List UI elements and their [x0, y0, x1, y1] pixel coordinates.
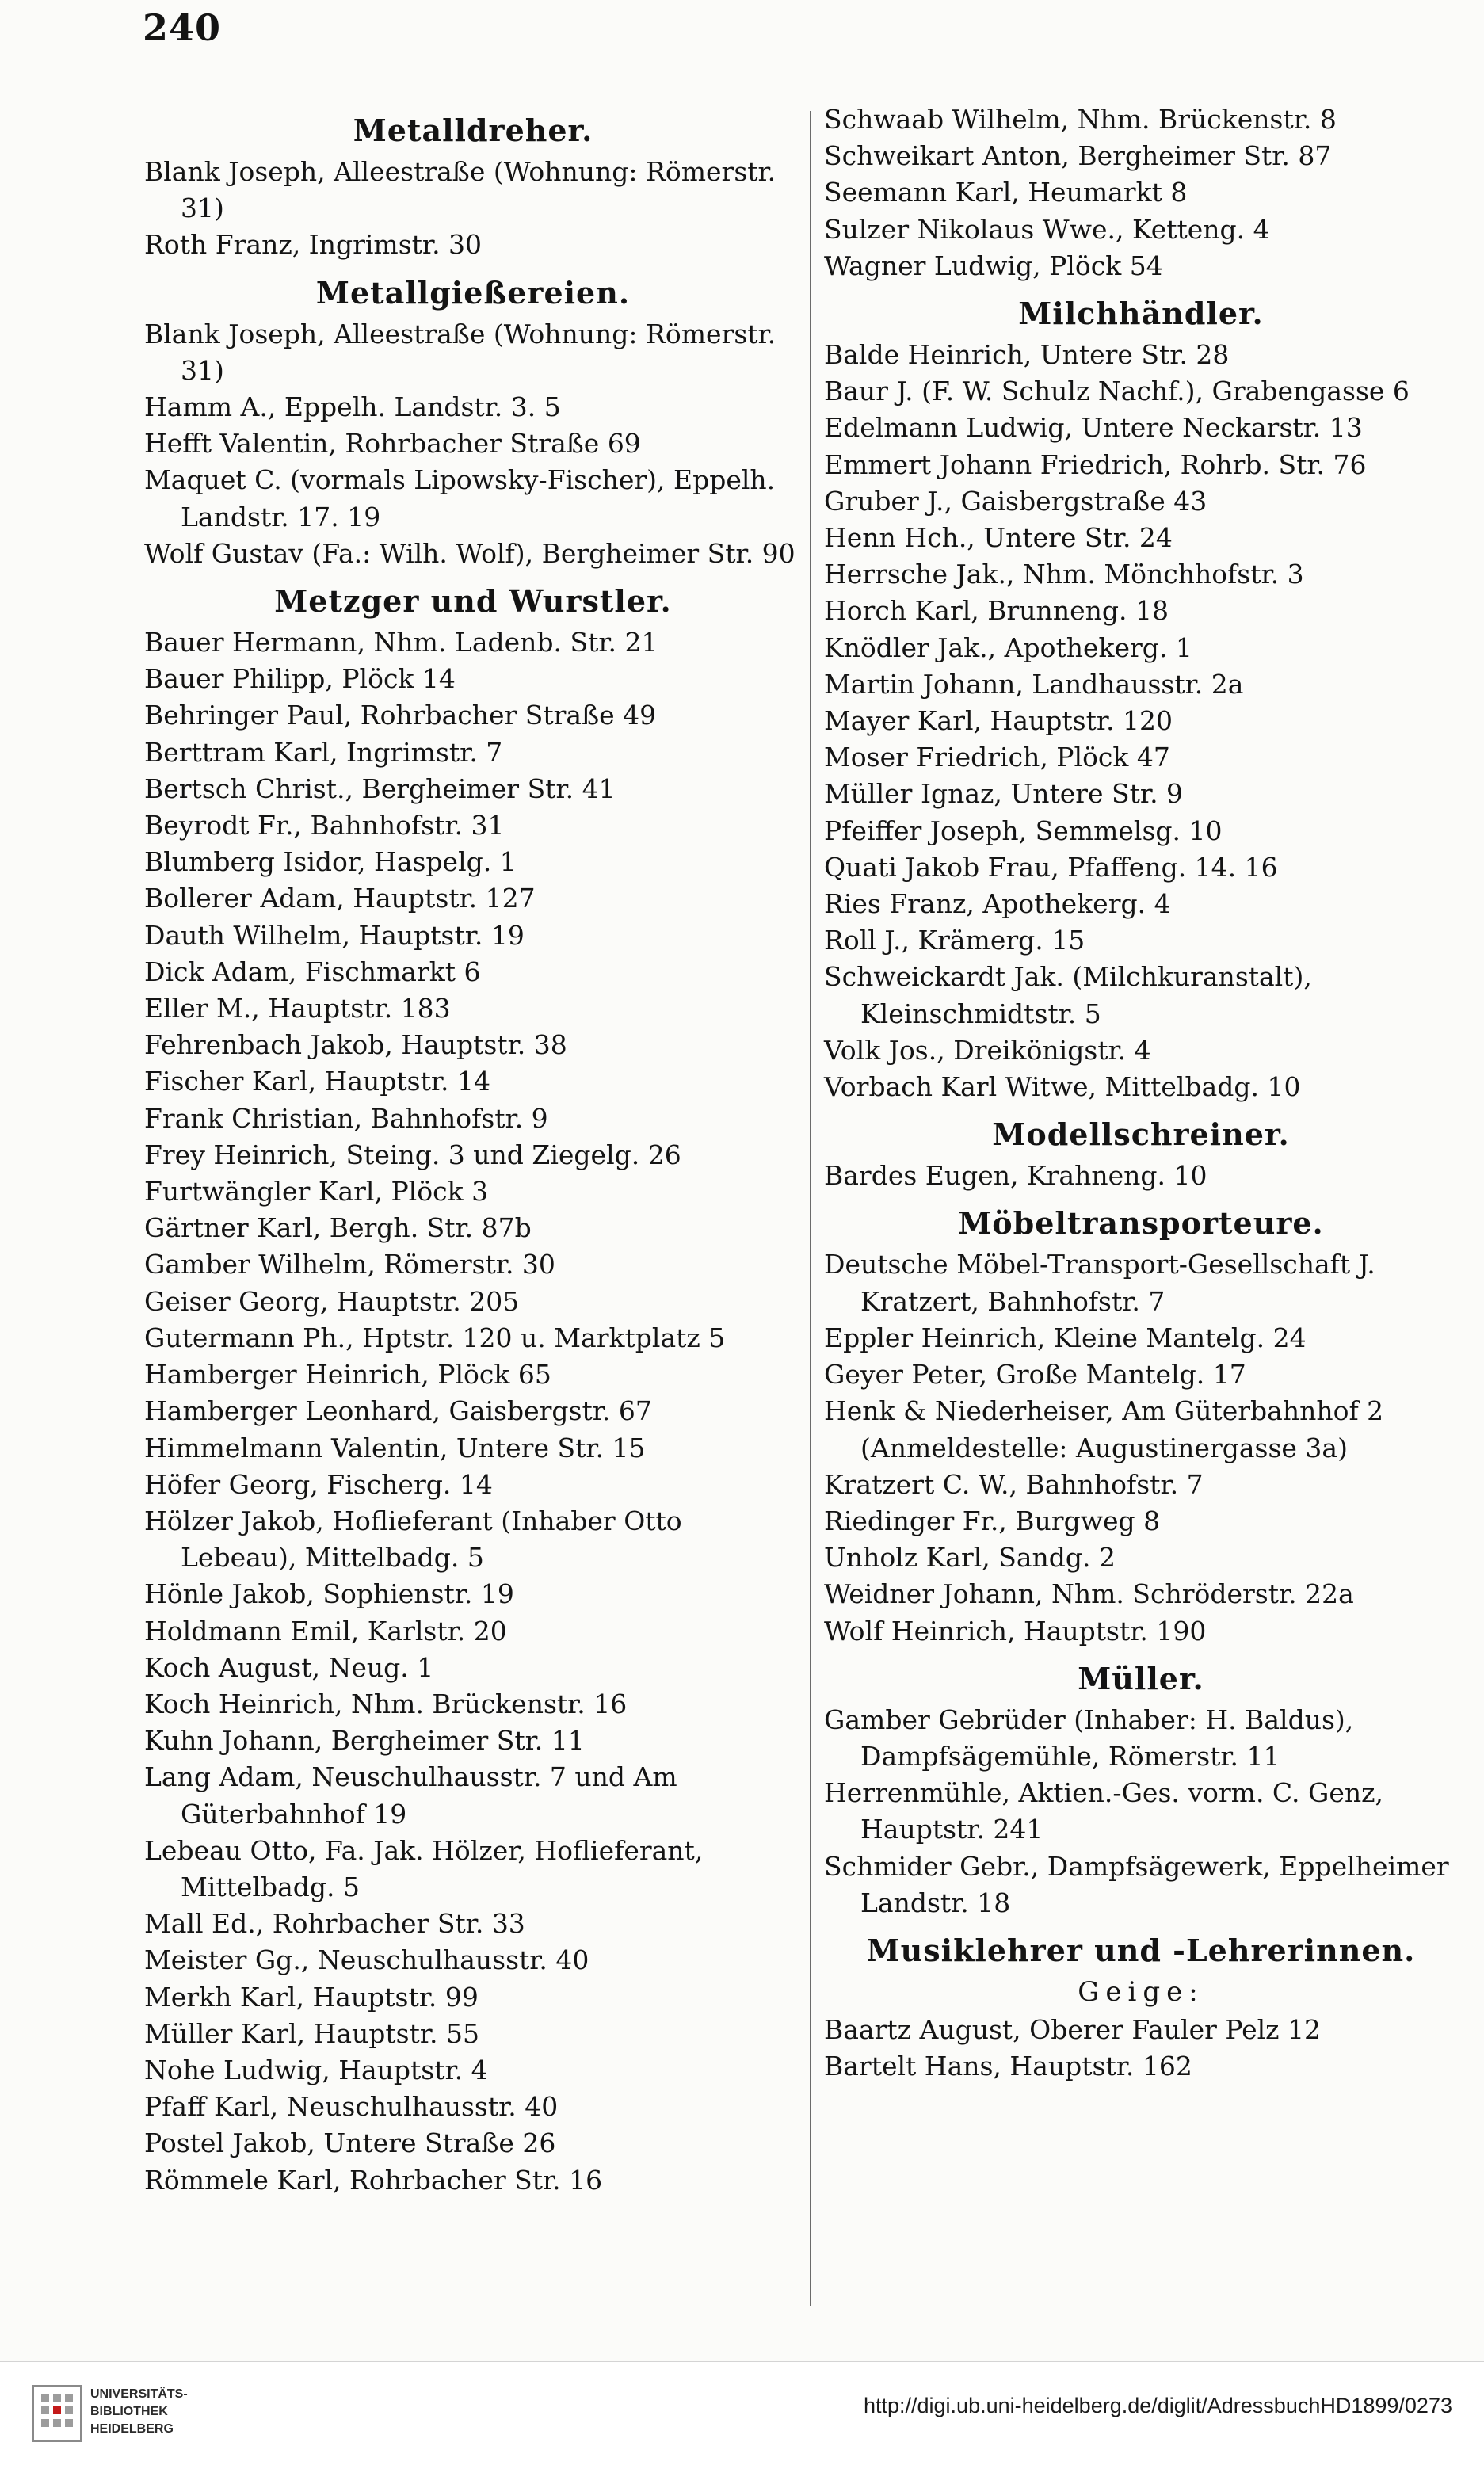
directory-entry: Baur J. (F. W. Schulz Nachf.), Grabengasse 6	[824, 376, 1410, 407]
directory-entry: Mayer Karl, Hauptstr. 120	[824, 705, 1173, 737]
directory-entry: Frank Christian, Bahnhofstr. 9	[144, 1102, 548, 1134]
directory-section	[144, 582, 802, 2199]
directory-entry: Dauth Wilhelm, Hauptstr. 19	[144, 919, 525, 951]
directory-entry: Riedinger Fr., Burgweg 8	[824, 1505, 1161, 1536]
directory-entry: Wolf Heinrich, Hauptstr. 190	[824, 1615, 1207, 1647]
directory-entry: Müller Karl, Hauptstr. 55	[144, 2017, 479, 2049]
directory-entry: Pfeiffer Joseph, Semmelsg. 10	[824, 815, 1223, 846]
directory-entry: Herrenmühle, Aktien.-Ges. vorm. C. Genz, Hauptstr. 241	[824, 1777, 1384, 1845]
directory-entry: Roth Franz, Ingrimstr. 30	[144, 229, 483, 261]
directory-entry: Bartelt Hans, Hauptstr. 162	[824, 2051, 1192, 2082]
logo-text	[90, 2386, 188, 2438]
directory-entry: Hamberger Leonhard, Gaisbergstr. 67	[144, 1395, 652, 1427]
directory-entry: Bardes Eugen, Krahneng. 10	[824, 1160, 1207, 1192]
directory-entry: Hamberger Heinrich, Plöck 65	[144, 1359, 551, 1391]
section-heading: Metzger und Wurstler.	[274, 583, 672, 620]
section-heading: Metallgießereien.	[315, 274, 631, 311]
directory-entry: Meister Gg., Neuschulhausstr. 40	[144, 1944, 589, 1976]
directory-entry: Bollerer Adam, Hauptstr. 127	[144, 883, 536, 914]
directory-section	[824, 294, 1458, 1105]
directory-section	[824, 1115, 1458, 1194]
section-heading: Metalldreher.	[353, 113, 593, 148]
directory-entry: Vorbach Karl Witwe, Mittelbadg. 10	[824, 1071, 1301, 1103]
directory-entry: Blank Joseph, Alleestraße (Wohnung: Römerstr. 31)	[144, 156, 776, 224]
directory-entry: Gamber Gebrüder (Inhaber: H. Baldus), Dampfsägemühle, Römerstr. 11	[824, 1704, 1354, 1772]
right-column	[824, 101, 1458, 2085]
directory-entry: Fehrenbach Jakob, Hauptstr. 38	[144, 1029, 567, 1061]
directory-entry: Geiser Georg, Hauptstr. 205	[144, 1285, 520, 1317]
library-seal-icon	[32, 2384, 82, 2443]
directory-entry: Behringer Paul, Rohrbacher Straße 49	[144, 700, 657, 731]
directory-entry: Geyer Peter, Große Mantelg. 17	[824, 1359, 1246, 1391]
directory-entry: Koch August, Neug. 1	[144, 1651, 434, 1683]
directory-entry: Schweikart Anton, Bergheimer Str. 87	[824, 140, 1332, 172]
directory-entry: Hölzer Jakob, Hoflieferant (Inhaber Otto Lebeau), Mittelbadg. 5	[144, 1505, 682, 1574]
directory-entry: Schweickardt Jak. (Milchkuranstalt), Kleinschmidtstr. 5	[824, 961, 1312, 1029]
directory-entry: Weidner Johann, Nhm. Schröderstr. 22a	[824, 1578, 1354, 1610]
directory-entry: Ries Franz, Apothekerg. 4	[824, 888, 1171, 920]
directory-entry: Schwaab Wilhelm, Nhm. Brückenstr. 8	[824, 104, 1337, 135]
directory-entry: Moser Friedrich, Plöck 47	[824, 742, 1170, 773]
logo-line: HEIDELBERG	[90, 2422, 174, 2436]
directory-entry: Bauer Hermann, Nhm. Ladenb. Str. 21	[144, 627, 658, 658]
directory-entry: Seemann Karl, Heumarkt 8	[824, 177, 1188, 208]
directory-entry: Hamm A., Eppelh. Landstr. 3. 5	[144, 391, 561, 423]
directory-entry: Bertsch Christ., Bergheimer Str. 41	[144, 773, 616, 804]
directory-entry: Koch Heinrich, Nhm. Brückenstr. 16	[144, 1688, 628, 1719]
directory-entry: Horch Karl, Brunneng. 18	[824, 595, 1169, 627]
directory-entry: Knödler Jak., Apothekerg. 1	[824, 632, 1192, 663]
directory-entry: Quati Jakob Frau, Pfaffeng. 14. 16	[824, 851, 1278, 883]
directory-section	[824, 101, 1458, 284]
directory-section	[144, 111, 802, 264]
directory-entry: Postel Jakob, Untere Straße 26	[144, 2127, 556, 2159]
directory-entry: Gutermann Ph., Hptstr. 120 u. Marktplatz 5	[144, 1322, 726, 1353]
directory-entry: Henn Hch., Untere Str. 24	[824, 522, 1173, 554]
directory-entry: Gärtner Karl, Bergh. Str. 87b	[144, 1212, 532, 1244]
directory-entry: Dick Adam, Fischmarkt 6	[144, 956, 481, 987]
directory-entry: Wagner Ludwig, Plöck 54	[824, 250, 1163, 281]
directory-entry: Balde Heinrich, Untere Str. 28	[824, 339, 1230, 371]
section-heading: Modellschreiner.	[992, 1116, 1290, 1153]
directory-entry: Volk Jos., Dreikönigstr. 4	[824, 1034, 1151, 1066]
directory-entry: Lebeau Otto, Fa. Jak. Hölzer, Hoflieferant, Mittelbadg. 5	[144, 1834, 704, 1902]
directory-entry: Baartz August, Oberer Fauler Pelz 12	[824, 2013, 1322, 2045]
section-heading: Milchhändler.	[1018, 296, 1264, 332]
directory-entry: Wolf Gustav (Fa.: Wilh. Wolf), Bergheimer Str. 90	[144, 537, 795, 569]
library-logo	[32, 2379, 188, 2448]
directory-entry: Eppler Heinrich, Kleine Mantelg. 24	[824, 1322, 1307, 1353]
directory-entry: Mall Ed., Rohrbacher Str. 33	[144, 1908, 525, 1940]
directory-entry: Bauer Philipp, Plöck 14	[144, 663, 456, 695]
directory-entry: Kuhn Johann, Bergheimer Str. 11	[144, 1725, 585, 1757]
directory-entry: Himmelmann Valentin, Untere Str. 15	[144, 1432, 646, 1463]
directory-entry: Furtwängler Karl, Plöck 3	[144, 1176, 489, 1208]
footer-bar	[0, 2361, 1484, 2465]
section-heading: Müller.	[1078, 1660, 1204, 1696]
section-heading: Musiklehrer und -Lehrerinnen.	[866, 1932, 1416, 1968]
directory-entry: Roll J., Krämerg. 15	[824, 925, 1085, 956]
directory-entry: Edelmann Ludwig, Untere Neckarstr. 13	[824, 412, 1363, 444]
directory-entry: Unholz Karl, Sandg. 2	[824, 1542, 1116, 1574]
directory-entry: Müller Ignaz, Untere Str. 9	[824, 778, 1184, 810]
directory-entry: Merkh Karl, Hauptstr. 99	[144, 1981, 479, 2013]
directory-entry: Henk & Niederheiser, Am Güterbahnhof 2 (Anmeldestelle: Augustinergasse 3a)	[824, 1395, 1384, 1463]
directory-section	[824, 1659, 1458, 1921]
left-column	[144, 101, 802, 2199]
source-url[interactable]: http://digi.ub.uni-heidelberg.de/diglit/AdressbuchHD1899/0273	[863, 2394, 1452, 2417]
logo-line: UNIVERSITÄTS-	[90, 2387, 188, 2401]
directory-entry: Hefft Valentin, Rohrbacher Straße 69	[144, 428, 641, 460]
directory-section	[824, 1204, 1458, 1649]
directory-entry: Blank Joseph, Alleestraße (Wohnung: Römerstr. 31)	[144, 318, 776, 386]
directory-entry: Hönle Jakob, Sophienstr. 19	[144, 1578, 514, 1610]
directory-section	[144, 273, 802, 572]
directory-entry: Gamber Wilhelm, Römerstr. 30	[144, 1249, 555, 1280]
directory-entry: Pfaff Karl, Neuschulhausstr. 40	[144, 2091, 559, 2123]
directory-entry: Blumberg Isidor, Haspelg. 1	[144, 846, 517, 878]
directory-entry: Emmert Johann Friedrich, Rohrb. Str. 76	[824, 448, 1367, 480]
directory-entry: Schmider Gebr., Dampfsägewerk, Eppelheimer Landstr. 18	[824, 1850, 1449, 1918]
directory-entry: Maquet C. (vormals Lipowsky-Fischer), Eppelh. Landstr. 17. 19	[144, 464, 776, 532]
directory-entry: Fischer Karl, Hauptstr. 14	[144, 1066, 490, 1097]
column-divider	[810, 111, 811, 2306]
directory-entry: Römmele Karl, Rohrbacher Str. 16	[144, 2164, 603, 2196]
directory-entry: Herrsche Jak., Nhm. Mönchhofstr. 3	[824, 559, 1304, 590]
directory-entry: Lang Adam, Neuschulhausstr. 7 und Am Güterbahnhof 19	[144, 1761, 677, 1830]
section-subheading: Geige:	[1078, 1975, 1204, 2008]
logo-line: BIBLIOTHEK	[90, 2405, 168, 2418]
directory-entry: Nohe Ludwig, Hauptstr. 4	[144, 2054, 488, 2085]
directory-entry: Frey Heinrich, Steing. 3 und Ziegelg. 26	[144, 1139, 681, 1170]
directory-entry: Martin Johann, Landhausstr. 2a	[824, 668, 1244, 700]
directory-entry: Kratzert C. W., Bahnhofstr. 7	[824, 1468, 1204, 1500]
directory-entry: Eller M., Hauptstr. 183	[144, 993, 451, 1025]
directory-entry: Holdmann Emil, Karlstr. 20	[144, 1615, 507, 1647]
directory-entry: Beyrodt Fr., Bahnhofstr. 31	[144, 810, 505, 841]
page-number: 240	[143, 6, 222, 49]
directory-section	[824, 1931, 1458, 2085]
directory-entry: Deutsche Möbel-Transport-Gesellschaft J. Kratzert, Bahnhofstr. 7	[824, 1249, 1375, 1317]
directory-entry: Berttram Karl, Ingrimstr. 7	[144, 736, 503, 768]
directory-entry: Gruber J., Gaisbergstraße 43	[824, 485, 1207, 517]
directory-entry: Sulzer Nikolaus Wwe., Ketteng. 4	[824, 213, 1270, 245]
directory-entry: Höfer Georg, Fischerg. 14	[144, 1468, 493, 1500]
section-heading: Möbeltransporteure.	[958, 1205, 1324, 1242]
